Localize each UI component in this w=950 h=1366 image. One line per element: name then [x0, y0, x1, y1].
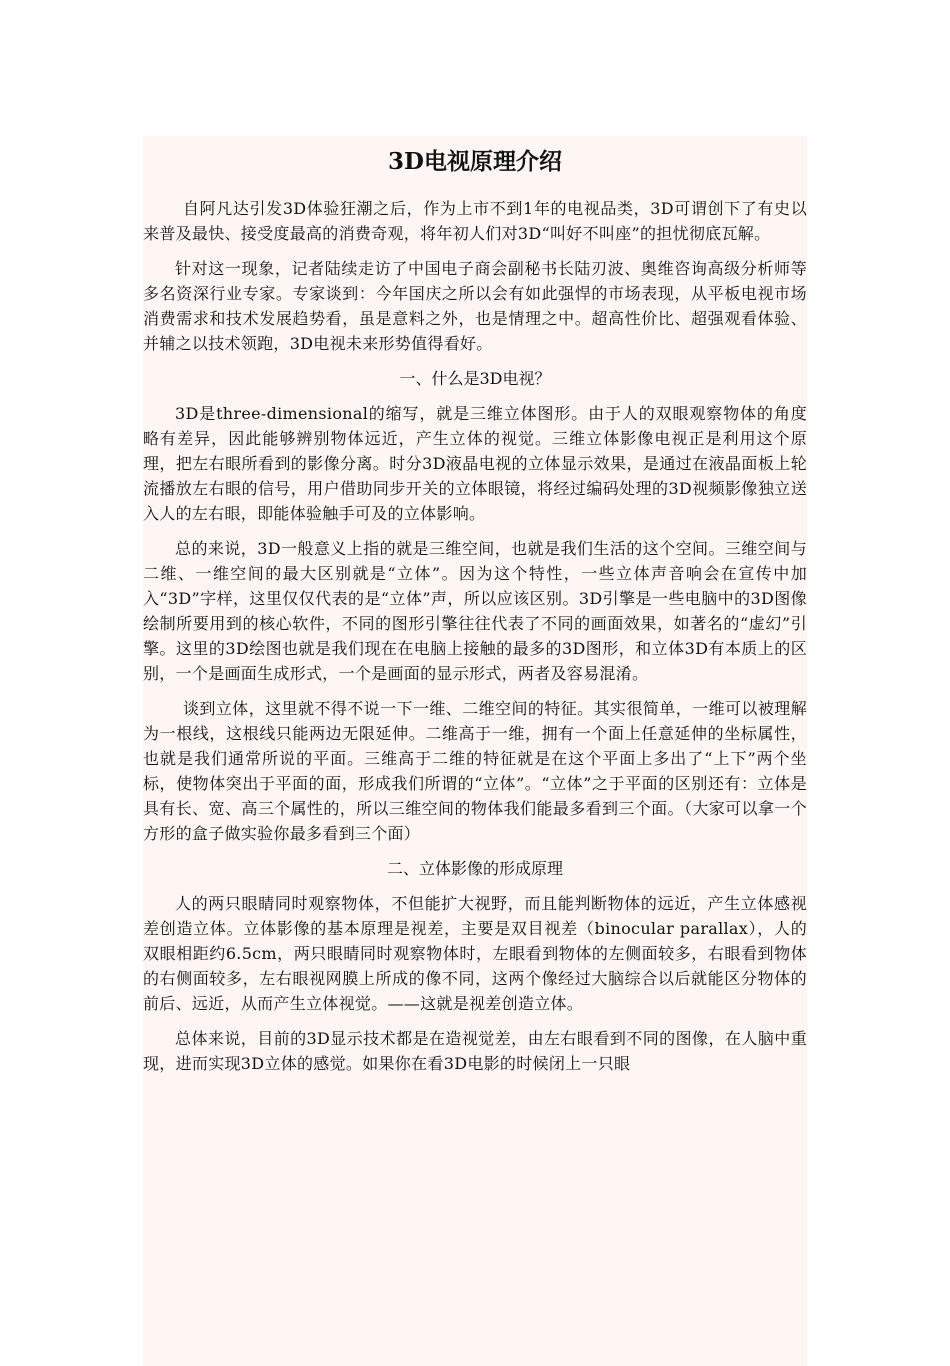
section-2-heading: 二、立体影像的形成原理	[386, 859, 563, 878]
section-2-paragraph-2: 总体来说，目前的3D显示技术都是在造视觉差，由左右眼看到不同的图像，在人脑中重现，进而实现3D立体的感觉。如果你在看3D电影的时候闭上一只眼	[143, 1029, 807, 1073]
section-2-paragraph-1: 人的两只眼睛同时观察物体，不但能扩大视野，而且能判断物体的远近，产生立体感视差创造立体。立体影像的基本原理是视差，主要是双目视差（binocular parallax），人的双眼相距约6.5cm，两只眼睛同时观察物体时，左眼看到物体的左侧面较多，右眼看到物体的右侧面较多，左右眼视网膜上所成的像不同，这两个像经过大脑综合以后就能区分物体的前后、远近，从而产生立体视觉。——这就是视差创造立体。	[143, 894, 807, 1013]
section-1-paragraph-3: 谈到立体，这里就不得不说一下一维、二维空间的特征。其实很简单，一维可以被理解为一根线，这根线只能两边无限延伸。二维高于一维，拥有一个面上任意延伸的坐标属性，也就是我们通常所说的平面。三维高于二维的特征就是在这个平面上多出了“上下”两个坐标，使物体突出于平面的面，形成我们所谓的“立体”。“立体”之于平面的区别还有：立体是具有长、宽、高三个属性的，所以三维空间的物体我们能最多看到三个面。（大家可以拿一个方形的盒子做实验你最多看到三个面）	[143, 699, 807, 843]
section-1-paragraph-1: 3D是three-dimensional的缩写，就是三维立体图形。由于人的双眼观察物体的角度略有差异，因此能够辨别物体远近，产生立体的视觉。三维立体影像电视正是利用这个原理，把左右眼所看到的影像分离。时分3D液晶电视的立体显示效果，是通过在液晶面板上轮流播放左右眼的信号，用户借助同步开关的立体眼镜，将经过编码处理的3D视频影像独立送入人的左右眼，即能体验触手可及的立体影响。	[143, 404, 807, 523]
document-title: 3D电视原理介绍	[388, 148, 562, 175]
section-1-paragraph-2: 总的来说，3D一般意义上指的就是三维空间，也就是我们生活的这个空间。三维空间与二维、一维空间的最大区别就是“立体”。因为这个特性，一些立体声音响会在宣传中加入“3D”字样，这里仅仅代表的是“立体”声，所以应该区别。3D引擎是一些电脑中的3D图像绘制所要用到的核心软件，不同的图形引擎往往代表了不同的画面效果，如著名的“虚幻”引擎。这里的3D绘图也就是我们现在在电脑上接触的最多的3D图形，和立体3D有本质上的区别，一个是画面生成形式，一个是画面的显示形式，两者及容易混淆。	[143, 539, 807, 683]
intro-paragraph-2: 针对这一现象，记者陆续走访了中国电子商会副秘书长陆刃波、奥维咨询高级分析师等多名资深行业专家。专家谈到：今年国庆之所以会有如此强悍的市场表现，从平板电视市场消费需求和技术发展趋势看，虽是意料之外，也是情理之中。超高性价比、超强观看体验、并辅之以技术领跑，3D电视未来形势值得看好。	[143, 259, 807, 353]
document-body	[143, 136, 807, 1086]
section-1-heading: 一、什么是3D电视？	[399, 369, 551, 388]
intro-paragraph-1: 自阿凡达引发3D体验狂潮之后，作为上市不到1年的电视品类，3D可谓创下了有史以来普及最快、接受度最高的消费奇观，将年初人们对3D“叫好不叫座”的担忧彻底瓦解。	[143, 199, 807, 243]
